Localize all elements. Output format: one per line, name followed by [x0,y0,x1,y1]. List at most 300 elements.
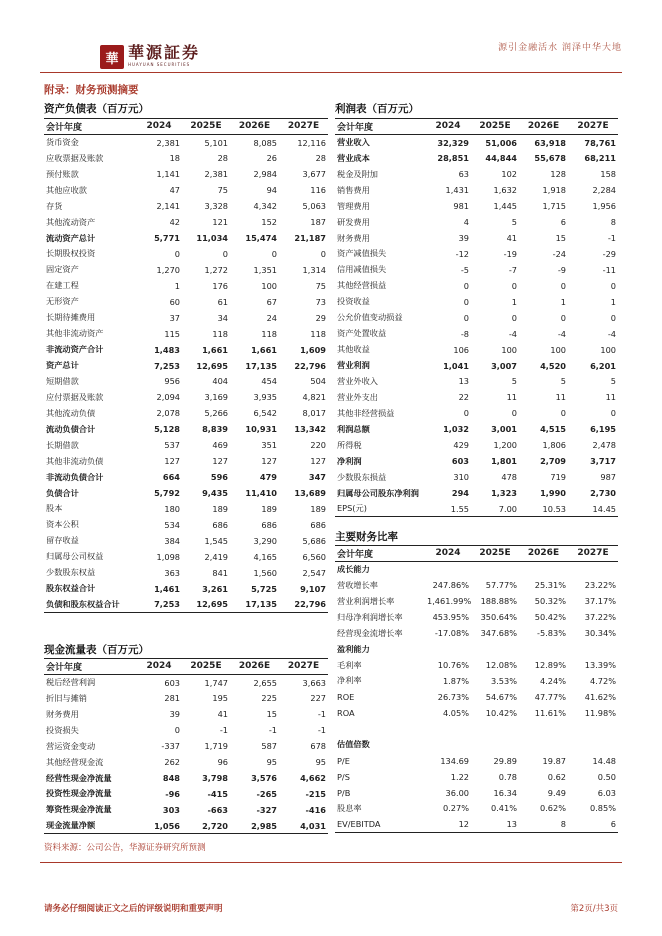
row-value: 2,985 [230,818,279,834]
table-row [44,182,328,198]
table-row [44,722,328,738]
row-value: 118 [261,328,277,339]
row-label: 股本 [46,503,63,514]
row-value: 5 [511,376,517,387]
row-value: 41 [506,233,517,244]
row-value: 37.17% [584,596,616,607]
cash-flow-title: 现金流量表（百万元） [44,644,149,656]
row-value: 95 [315,757,326,768]
footer-divider [40,862,622,863]
row-value: 30.34% [584,628,616,639]
row-label: 估值倍数 [337,739,370,750]
row-label: 营运资金变动 [46,740,96,751]
row-value: 1,041 [443,360,469,371]
row-value: -19 [503,248,517,259]
row-label: 投资性现金净流量 [46,788,112,799]
row-label: 投资收益 [337,296,370,307]
row-label: 销售费用 [337,184,370,195]
row-value: 1,990 [540,488,566,499]
row-value: 15 [555,233,566,244]
logo-name: 華源証券 [128,43,201,62]
row-value: 12,695 [196,360,228,371]
row-label: 现金流量净额 [44,818,136,834]
appendix-title: 附录：财务预测摘要 [44,84,139,96]
logo-english-name: HUAYUAN SECURITIES [128,62,191,67]
row-value [519,561,568,577]
row-value: 54.67% [485,691,517,702]
row-value: 8,017 [302,408,326,419]
row-value: 5,063 [302,201,326,212]
row-value: 1,956 [592,201,616,212]
row-value: 1,661 [251,344,277,355]
table-row [335,561,618,577]
row-value: 12,695 [182,597,230,613]
table-header-row [335,546,618,562]
row-value: 1,032 [443,424,469,435]
row-label: ROA [337,707,355,718]
row-value: 195 [212,693,228,704]
table-row [44,453,328,469]
table-row [335,421,618,437]
row-value: 0 [560,280,566,291]
row-value: 3,328 [204,201,228,212]
table-row [335,785,618,801]
row-label: 所得税 [337,439,362,450]
row-value: 8,839 [202,424,228,435]
table-row [44,214,328,230]
row-value: -4 [607,328,616,339]
row-value: 2,381 [204,169,228,180]
row-value: 2,094 [156,392,180,403]
row-value: 384 [164,535,180,546]
row-value: 1,431 [445,185,469,196]
row-value: -96 [165,788,180,799]
row-value: 841 [212,567,228,578]
table-row [335,294,618,310]
row-value: -5.83% [537,628,566,639]
row-value: 11.61% [534,707,566,718]
table-row [335,389,618,405]
row-value [568,641,618,657]
table-row [44,597,328,613]
table-row [44,469,328,485]
row-value: 347.68% [480,628,517,639]
row-value: 469 [212,440,228,451]
row-value: 1.87% [442,675,469,686]
row-label: 盈利能力 [337,643,370,654]
row-value: 22,796 [279,597,328,613]
row-value: 13,342 [294,424,326,435]
row-value: 6.03 [597,787,616,798]
income-statement-table [335,118,618,517]
row-label: 流动资产总计 [46,232,96,243]
row-value: 0 [463,280,469,291]
table-row [44,150,328,166]
row-value: 102 [501,169,517,180]
row-label: 长期待摊费用 [46,312,96,323]
row-value: 29.89 [493,755,517,766]
row-label: 公允价值变动损益 [337,312,403,323]
table-row [335,753,618,769]
ratios-table [335,545,618,833]
row-value: 6 [560,217,566,228]
row-value: 22 [458,392,469,403]
row-value: 0.41% [490,803,517,814]
row-label: 应付票据及账款 [46,391,104,402]
table-row [44,358,328,374]
row-value: -4 [557,328,566,339]
row-value: 0.78 [498,771,517,782]
header-label: 会计年度 [335,546,425,562]
row-value: 6 [568,816,618,832]
row-value: 1,056 [136,818,182,834]
table-row [335,469,618,485]
row-value: -7 [508,264,517,275]
row-value: 60 [169,296,180,307]
row-value: 0 [511,408,517,419]
row-label: 归母净利润增长率 [337,611,403,622]
row-value: 12.89% [534,660,566,671]
row-label: 管理费用 [337,200,370,211]
row-value [519,737,568,753]
row-value: 10,931 [245,424,277,435]
row-value: 188.88% [480,596,517,607]
table-row [335,577,618,593]
row-value: 596 [210,472,228,483]
table-row [44,389,328,405]
row-value: 34 [217,312,228,323]
row-value: 11,410 [245,488,277,499]
header-divider [40,72,622,73]
row-value: 41 [217,709,228,720]
row-value: 68,211 [584,153,616,164]
row-value: 11 [506,392,517,403]
header-year: 2025E [471,119,519,135]
table-row [335,641,618,657]
row-value: 13 [471,816,519,832]
row-value: 2,419 [204,551,228,562]
row-label: P/E [337,755,350,766]
row-value: 225 [261,693,277,704]
row-value: 0 [610,280,616,291]
row-value: 29 [315,312,326,323]
table-row [44,581,328,597]
page-header [0,0,662,72]
row-value: 664 [162,472,180,483]
row-value: 0 [511,312,517,323]
row-value: 3,717 [590,456,616,467]
row-value: 537 [164,440,180,451]
row-value: 1,445 [493,201,517,212]
row-value: 4,031 [279,818,328,834]
table-row [335,326,618,342]
header-year: 2024 [425,119,471,135]
header-year: 2025E [471,546,519,562]
row-value: 75 [217,185,228,196]
row-value: 4,821 [302,392,326,403]
table-row [335,816,618,832]
row-value: 1,632 [493,185,517,196]
row-value: 13.39% [584,660,616,671]
row-label: 净利润 [337,455,362,466]
table-row [335,358,618,374]
row-value: 678 [310,741,326,752]
header-year: 2024 [425,546,471,562]
row-label: 无形资产 [46,296,79,307]
header-year: 2024 [136,659,182,675]
row-label: 投资损失 [46,724,79,735]
table-row [335,657,618,673]
row-value: 1,461.99% [427,596,471,607]
row-value: -215 [305,788,326,799]
row-value: 1 [610,296,616,307]
table-row [335,609,618,625]
row-value: 0 [463,296,469,307]
row-label: 非流动负债合计 [46,471,104,482]
row-value: 5 [610,376,616,387]
row-value: 1,661 [202,344,228,355]
row-value: 2,381 [156,137,180,148]
row-value: 13 [458,376,469,387]
row-value: 4,342 [253,201,277,212]
row-label: 预付账款 [46,168,79,179]
row-value: 0 [320,248,326,259]
table-row [44,706,328,722]
row-value: -17.08% [434,628,469,639]
row-value: 189 [212,503,228,514]
row-value: 5,725 [251,583,277,594]
row-value: -9 [557,264,566,275]
row-value: 0 [610,408,616,419]
row-label: 留存收益 [46,535,79,546]
row-value: 39 [169,709,180,720]
row-value: 247.86% [432,580,469,591]
row-value: 2,478 [592,440,616,451]
row-value: 404 [212,376,228,387]
row-value: 603 [451,456,469,467]
row-value: -415 [207,788,228,799]
row-label: 其他收益 [337,344,370,355]
table-row [335,198,618,214]
header-year: 2024 [136,119,182,135]
row-value: 37.22% [584,612,616,623]
row-value: 9.49 [547,787,566,798]
row-value: -663 [207,804,228,815]
row-label: 长期股权投资 [46,248,96,259]
row-value: 57.77% [485,580,517,591]
row-value: 189 [261,503,277,514]
row-value: 19.87 [542,755,566,766]
row-value: 719 [550,472,566,483]
row-value: 13,689 [294,488,326,499]
table-row [335,342,618,358]
row-value: 75 [315,280,326,291]
row-value: 15 [266,709,277,720]
row-value: 1 [560,296,566,307]
row-label: 折旧与摊销 [46,692,87,703]
table-row [44,690,328,706]
table-row [335,214,618,230]
row-label: 经营现金流增长率 [337,627,403,638]
row-label: 筹资性现金净流量 [46,804,112,815]
row-value: 12.08% [485,660,517,671]
row-value: 504 [310,376,326,387]
row-value [471,737,519,753]
row-value: 28,851 [437,153,469,164]
row-label: 成长能力 [337,564,370,575]
row-value: 36.00 [445,787,469,798]
row-value: 63 [458,169,469,180]
row-value: 6,195 [590,424,616,435]
row-value: 1,609 [300,344,326,355]
row-value: 6,201 [590,360,616,371]
row-label: ROE [337,691,355,702]
row-value: 2,078 [156,408,180,419]
balance-sheet-title: 资产负债表（百万元） [44,103,149,115]
table-row [44,485,328,501]
table-header-row [335,119,618,135]
row-value: 1,747 [204,677,228,688]
row-value: 5,686 [302,535,326,546]
table-row [44,533,328,549]
row-value: -337 [161,741,180,752]
table-row [335,166,618,182]
row-value: 3,798 [202,773,228,784]
row-label: 负债合计 [46,487,79,498]
row-value: 0 [560,408,566,419]
row-value: 4,515 [540,424,566,435]
table-header-row [44,119,328,135]
table-row [44,770,328,786]
row-label: 货币资金 [46,137,79,148]
row-value [568,561,618,577]
row-value: 127 [164,456,180,467]
row-value: 2,709 [540,456,566,467]
table-row [44,134,328,150]
table-row [335,405,618,421]
row-value: 587 [261,741,277,752]
row-label: 负债和股东权益合计 [44,597,136,613]
row-value: 0 [271,248,277,259]
row-value: -1 [317,725,326,736]
table-row [335,705,618,721]
row-value: 187 [310,217,326,228]
row-value: -8 [460,328,469,339]
header-year: 2027E [568,119,618,135]
table-row [335,689,618,705]
row-value: -12 [455,248,469,259]
row-value [519,641,568,657]
row-value: 1,560 [253,567,277,578]
row-label: 营收增长率 [337,579,378,590]
row-value: 22,796 [294,360,326,371]
row-label: 资产总计 [46,360,79,371]
row-value: 78,761 [584,137,616,148]
row-value: 11 [555,392,566,403]
row-value: 10.42% [485,707,517,718]
row-value: 0.27% [442,803,469,814]
table-row [44,501,328,517]
row-value: 686 [212,519,228,530]
row-value [425,721,471,737]
table-row [44,517,328,533]
row-label: 信用减值损失 [337,264,387,275]
row-value: 3.53% [490,675,517,686]
row-value: 6,560 [302,551,326,562]
row-value: 189 [310,503,326,514]
row-value: 1,918 [542,185,566,196]
row-value: 11.98% [584,707,616,718]
table-row [335,310,618,326]
row-value [425,737,471,753]
row-label: EPS(元) [335,501,425,517]
row-value: -1 [607,233,616,244]
row-value: 100 [600,344,616,355]
row-value: 15,474 [245,233,277,244]
row-value: 350.64% [480,612,517,623]
table-row [335,230,618,246]
row-value: 2,141 [156,201,180,212]
row-value: 0 [463,312,469,323]
table-row [335,737,618,753]
table-row [335,485,618,501]
page-number: 第2页/共3页 [570,904,618,914]
header-slogan: 源引金融活水 润泽中华大地 [498,43,622,53]
row-label: 在建工程 [46,280,79,291]
row-label: 净利率 [337,675,362,686]
row-value: 3,261 [202,583,228,594]
table-row [44,326,328,342]
row-label: 其他经营损益 [337,280,387,291]
row-value: 1,351 [253,264,277,275]
row-value: 115 [164,328,180,339]
row-value: -29 [602,248,616,259]
table-row [335,437,618,453]
row-value: 11,034 [196,233,228,244]
row-value: 5,771 [154,233,180,244]
row-value: 454 [261,376,277,387]
row-value: 0 [511,280,517,291]
row-value: 1,270 [156,264,180,275]
data-source-note: 资料来源：公司公告，华源证券研究所预测 [44,843,206,853]
row-value [471,641,519,657]
row-label: 其他应收款 [46,184,87,195]
logo-emblem-icon: 華 [100,45,124,69]
cash-flow-table [44,658,328,834]
header-year: 2026E [519,119,568,135]
row-value: 100 [550,344,566,355]
row-value: 0 [222,248,228,259]
row-value: 95 [266,757,277,768]
row-value: 1,719 [204,741,228,752]
row-value: 1,098 [156,551,180,562]
row-value: 3,677 [302,169,326,180]
row-value: 0 [610,312,616,323]
row-label: 其他非流动资产 [46,328,104,339]
row-value: 1,323 [491,488,517,499]
row-value: 303 [162,804,180,815]
row-value: 1,200 [493,440,517,451]
row-value: 478 [501,472,517,483]
row-value: 63,918 [534,137,566,148]
table-row [44,818,328,834]
row-label: 少数股东权益 [46,567,96,578]
row-value: 3,007 [491,360,517,371]
row-value: 7.00 [471,501,519,517]
row-value: 37 [169,312,180,323]
row-value: 7,253 [154,360,180,371]
row-value: 1,806 [542,440,566,451]
